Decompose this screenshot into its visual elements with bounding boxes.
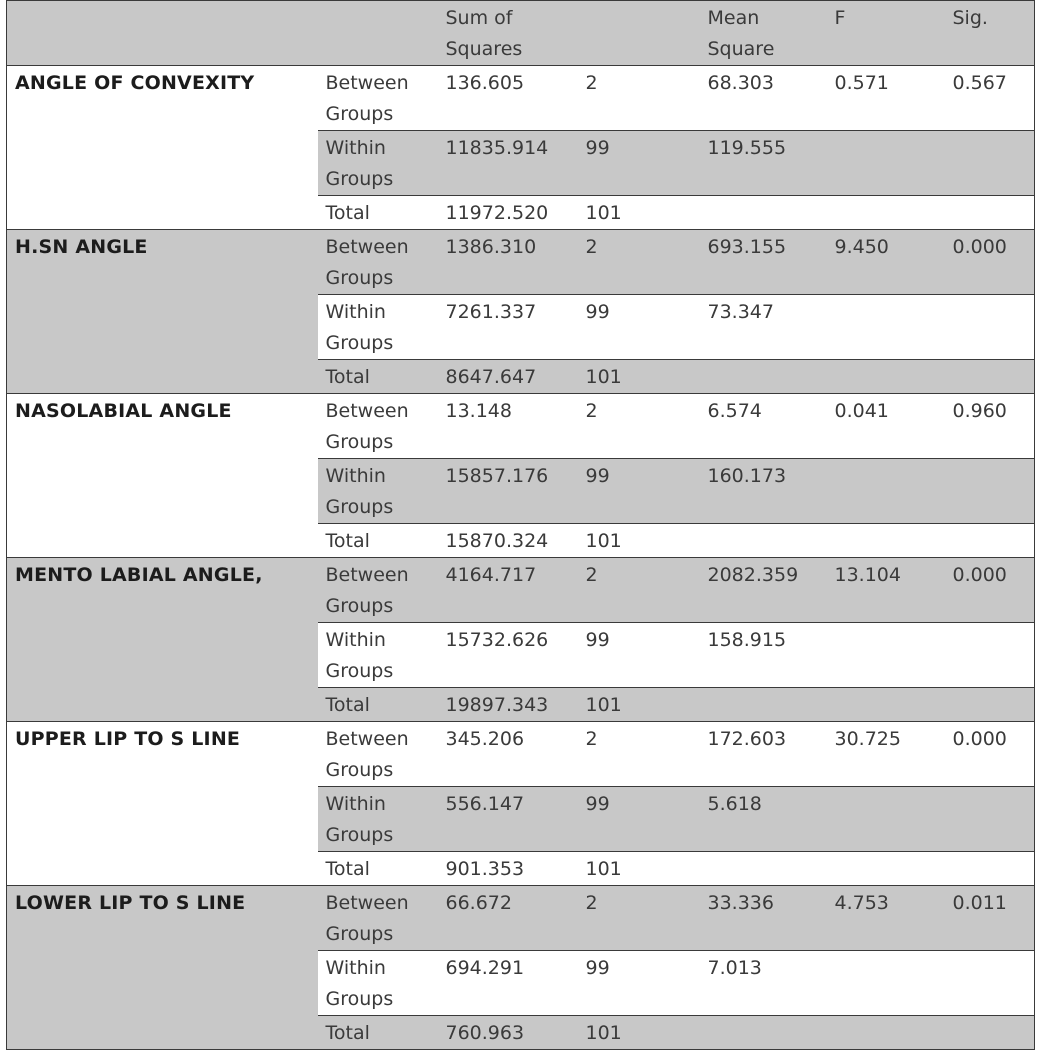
sig-cell: 0.567 (945, 66, 1035, 131)
df-cell: 101 (578, 852, 700, 886)
df-cell: 99 (578, 787, 700, 852)
f-cell (827, 623, 945, 688)
sig-cell: 0.000 (945, 722, 1035, 787)
mean-square-cell: 68.303 (700, 66, 827, 131)
header-cell-sig: Sig. (945, 1, 1035, 66)
sig-cell (945, 131, 1035, 196)
source-cell: Within Groups (318, 951, 438, 1016)
sig-cell (945, 623, 1035, 688)
f-cell (827, 196, 945, 230)
variable-cell: LOWER LIP TO S LINE (7, 886, 318, 1050)
sig-cell (945, 524, 1035, 558)
f-cell (827, 951, 945, 1016)
df-cell: 101 (578, 688, 700, 722)
source-cell: Total (318, 196, 438, 230)
source-cell: Within Groups (318, 131, 438, 196)
sig-cell (945, 688, 1035, 722)
mean-square-cell: 172.603 (700, 722, 827, 787)
sig-cell (945, 196, 1035, 230)
df-cell: 2 (578, 886, 700, 951)
sum-of-squares-cell: 19897.343 (438, 688, 578, 722)
df-cell: 101 (578, 196, 700, 230)
f-cell (827, 524, 945, 558)
sig-cell (945, 459, 1035, 524)
sig-cell: 0.011 (945, 886, 1035, 951)
f-cell (827, 852, 945, 886)
f-cell (827, 459, 945, 524)
df-cell: 99 (578, 951, 700, 1016)
sum-of-squares-cell: 11835.914 (438, 131, 578, 196)
header-cell-sum-of-squares: Sum of Squares (438, 1, 578, 66)
source-cell: Total (318, 688, 438, 722)
sig-cell: 0.000 (945, 230, 1035, 295)
source-cell: Total (318, 852, 438, 886)
sum-of-squares-cell: 11972.520 (438, 196, 578, 230)
sum-of-squares-cell: 345.206 (438, 722, 578, 787)
f-cell: 30.725 (827, 722, 945, 787)
mean-square-cell (700, 524, 827, 558)
anova-table (6, 0, 1035, 1050)
sum-of-squares-cell: 694.291 (438, 951, 578, 1016)
mean-square-cell (700, 360, 827, 394)
table-row (7, 558, 1035, 623)
sig-cell (945, 295, 1035, 360)
header-cell-df (578, 1, 700, 66)
df-cell: 2 (578, 230, 700, 295)
sum-of-squares-cell: 15870.324 (438, 524, 578, 558)
sum-of-squares-cell: 4164.717 (438, 558, 578, 623)
sum-of-squares-cell: 1386.310 (438, 230, 578, 295)
sig-cell (945, 951, 1035, 1016)
mean-square-cell: 693.155 (700, 230, 827, 295)
df-cell: 2 (578, 558, 700, 623)
source-cell: Within Groups (318, 623, 438, 688)
sum-of-squares-cell: 556.147 (438, 787, 578, 852)
mean-square-cell (700, 196, 827, 230)
f-cell: 0.041 (827, 394, 945, 459)
source-cell: Total (318, 360, 438, 394)
df-cell: 99 (578, 623, 700, 688)
mean-square-cell: 2082.359 (700, 558, 827, 623)
table-row (7, 66, 1035, 131)
table-row (7, 230, 1035, 295)
sum-of-squares-cell: 7261.337 (438, 295, 578, 360)
mean-square-cell (700, 688, 827, 722)
source-cell: Within Groups (318, 459, 438, 524)
variable-cell: NASOLABIAL ANGLE (7, 394, 318, 558)
df-cell: 2 (578, 394, 700, 459)
source-cell: Between Groups (318, 886, 438, 951)
table-row (7, 886, 1035, 951)
mean-square-cell: 5.618 (700, 787, 827, 852)
mean-square-cell (700, 852, 827, 886)
header-row (7, 1, 1035, 66)
mean-square-cell: 7.013 (700, 951, 827, 1016)
sig-cell (945, 787, 1035, 852)
header-cell-source (318, 1, 438, 66)
df-cell: 101 (578, 360, 700, 394)
mean-square-cell: 6.574 (700, 394, 827, 459)
source-cell: Within Groups (318, 787, 438, 852)
sum-of-squares-cell: 13.148 (438, 394, 578, 459)
header-cell-f: F (827, 1, 945, 66)
df-cell: 99 (578, 131, 700, 196)
sig-cell (945, 852, 1035, 886)
header-cell-variable (7, 1, 318, 66)
f-cell (827, 787, 945, 852)
variable-cell: MENTO LABIAL ANGLE, (7, 558, 318, 722)
table-row (7, 394, 1035, 459)
variable-cell: H.SN ANGLE (7, 230, 318, 394)
sum-of-squares-cell: 15732.626 (438, 623, 578, 688)
f-cell (827, 360, 945, 394)
table-row (7, 722, 1035, 787)
sum-of-squares-cell: 15857.176 (438, 459, 578, 524)
mean-square-cell: 73.347 (700, 295, 827, 360)
df-cell: 99 (578, 295, 700, 360)
source-cell: Within Groups (318, 295, 438, 360)
sig-cell: 0.960 (945, 394, 1035, 459)
sum-of-squares-cell: 760.963 (438, 1016, 578, 1050)
df-cell: 2 (578, 66, 700, 131)
f-cell (827, 688, 945, 722)
mean-square-cell: 160.173 (700, 459, 827, 524)
f-cell (827, 295, 945, 360)
source-cell: Total (318, 524, 438, 558)
sum-of-squares-cell: 136.605 (438, 66, 578, 131)
variable-cell: UPPER LIP TO S LINE (7, 722, 318, 886)
sig-cell: 0.000 (945, 558, 1035, 623)
f-cell: 0.571 (827, 66, 945, 131)
f-cell (827, 131, 945, 196)
mean-square-cell: 119.555 (700, 131, 827, 196)
sum-of-squares-cell: 8647.647 (438, 360, 578, 394)
f-cell: 9.450 (827, 230, 945, 295)
source-cell: Between Groups (318, 230, 438, 295)
mean-square-cell: 33.336 (700, 886, 827, 951)
df-cell: 101 (578, 524, 700, 558)
source-cell: Total (318, 1016, 438, 1050)
source-cell: Between Groups (318, 722, 438, 787)
sum-of-squares-cell: 901.353 (438, 852, 578, 886)
df-cell: 99 (578, 459, 700, 524)
sum-of-squares-cell: 66.672 (438, 886, 578, 951)
variable-cell: ANGLE OF CONVEXITY (7, 66, 318, 230)
source-cell: Between Groups (318, 394, 438, 459)
df-cell: 101 (578, 1016, 700, 1050)
f-cell: 13.104 (827, 558, 945, 623)
f-cell: 4.753 (827, 886, 945, 951)
df-cell: 2 (578, 722, 700, 787)
sig-cell (945, 360, 1035, 394)
table-body (7, 1, 1035, 1050)
mean-square-cell: 158.915 (700, 623, 827, 688)
source-cell: Between Groups (318, 558, 438, 623)
header-cell-mean-square: Mean Square (700, 1, 827, 66)
source-cell: Between Groups (318, 66, 438, 131)
